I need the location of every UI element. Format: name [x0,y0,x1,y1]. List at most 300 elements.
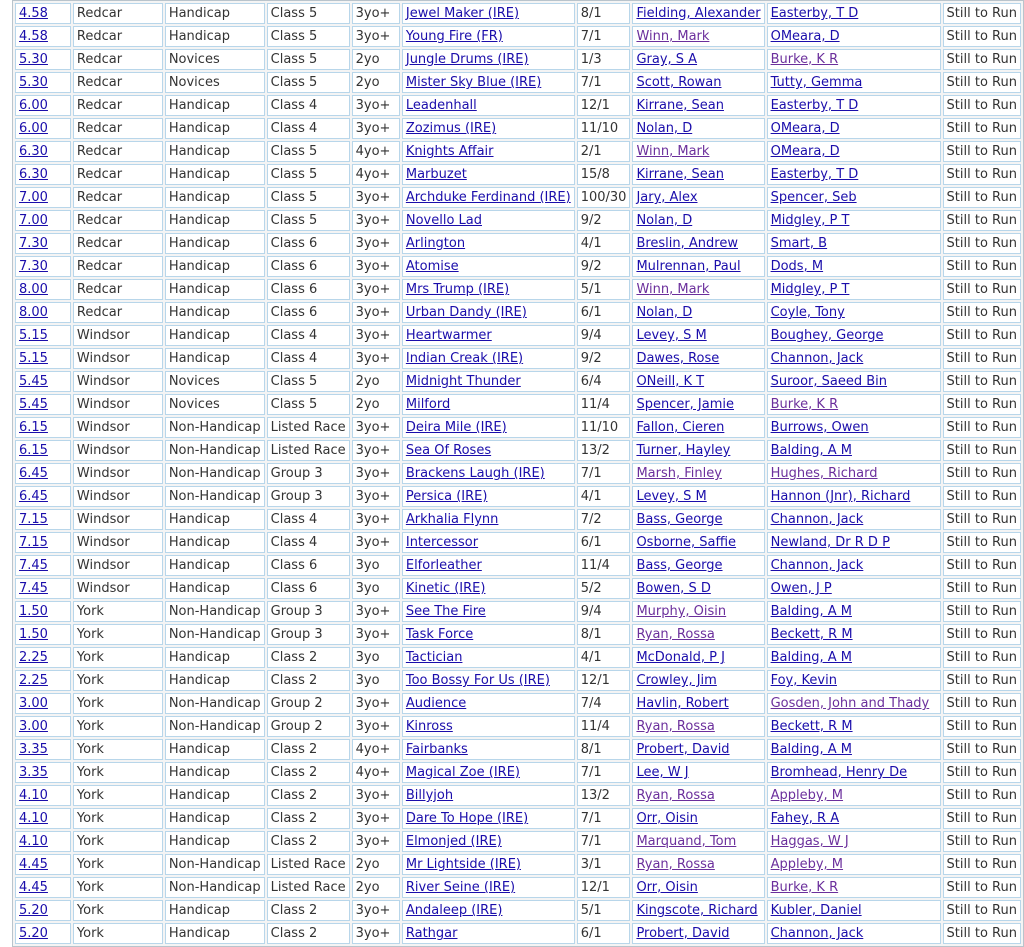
table-row [15,26,1021,47]
table-row [15,578,1021,599]
time-cell [15,739,71,760]
horse-link[interactable]: Magical Zoe (IRE) [405,765,520,780]
race-time-link[interactable]: 7.00 [19,213,48,228]
odds-cell: 7/4 [577,693,631,714]
trainer-cell [767,95,941,116]
horse-link[interactable]: Persica (IRE) [405,489,488,504]
horse-cell [402,877,575,898]
jockey-link[interactable]: Ryan, Rossa [636,857,715,872]
age-cell: 3yo+ [352,187,400,208]
horse-link[interactable]: Mrs Trump (IRE) [405,282,510,297]
status-cell: Still to Run [943,877,1021,898]
race-time-link[interactable]: 5.30 [19,52,48,67]
race-time-link[interactable]: 8.00 [19,305,48,320]
horse-link[interactable]: See The Fire [405,604,486,619]
horse-link[interactable]: Kinetic (IRE) [405,581,486,596]
horse-link[interactable]: Audience [405,696,467,711]
horse-cell [402,210,575,231]
jockey-link[interactable]: Probert, David [636,742,730,757]
class-cell: Class 4 [267,118,350,139]
jockey-link[interactable]: Orr, Oisin [636,880,698,895]
class-cell: Listed Race [267,854,350,875]
trainer-cell [767,923,941,944]
type-cell: Non-Handicap [165,486,265,507]
status-cell: Still to Run [943,371,1021,392]
age-cell: 3yo+ [352,785,400,806]
race-time-link[interactable]: 6.15 [19,443,48,458]
jockey-link[interactable]: Nolan, D [636,305,693,320]
horse-link[interactable]: Andaleep (IRE) [405,903,503,918]
course-cell: Redcar [73,233,163,254]
trainer-link[interactable]: Beckett, R M [770,719,853,734]
race-time-link[interactable]: 3.35 [19,765,48,780]
horse-cell [402,808,575,829]
trainer-link[interactable]: Suroor, Saeed Bin [770,374,888,389]
horse-link[interactable]: Tactician [405,650,463,665]
jockey-link[interactable]: Fallon, Cieren [636,420,725,435]
status-cell: Still to Run [943,831,1021,852]
trainer-cell [767,670,941,691]
horse-cell [402,463,575,484]
jockey-link[interactable]: Ryan, Rossa [636,788,715,803]
jockey-link[interactable]: Winn, Mark [636,29,710,44]
race-time-link[interactable]: 5.20 [19,903,48,918]
type-cell: Handicap [165,532,265,553]
jockey-link[interactable]: Orr, Oisin [636,811,698,826]
race-time-link[interactable]: 6.30 [19,167,48,182]
jockey-link[interactable]: Gray, S A [636,52,698,67]
jockey-cell [632,486,764,507]
class-cell: Class 4 [267,95,350,116]
trainer-link[interactable]: Owen, J P [770,581,832,596]
trainer-link[interactable]: Fahey, R A [770,811,840,826]
horse-link[interactable]: Billyjoh [405,788,454,803]
trainer-link[interactable]: Balding, A M [770,604,852,619]
course-cell: Windsor [73,440,163,461]
horse-cell [402,900,575,921]
trainer-link[interactable]: Newland, Dr R D P [770,535,890,550]
status-cell: Still to Run [943,279,1021,300]
course-cell: Redcar [73,3,163,24]
horse-link[interactable]: Kinross [405,719,453,734]
jockey-link[interactable]: Fielding, Alexander [636,6,761,21]
jockey-link[interactable]: Marquand, Tom [636,834,737,849]
trainer-link[interactable]: Channon, Jack [770,926,864,941]
horse-link[interactable]: Mister Sky Blue (IRE) [405,75,542,90]
age-cell: 3yo [352,647,400,668]
jockey-cell [632,739,764,760]
race-time-link[interactable]: 2.25 [19,650,48,665]
class-cell: Class 6 [267,302,350,323]
trainer-link[interactable]: Easterby, T D [770,98,859,113]
jockey-link[interactable]: Nolan, D [636,121,693,136]
time-cell [15,233,71,254]
type-cell: Handicap [165,555,265,576]
horse-link[interactable]: Atomise [405,259,459,274]
jockey-link[interactable]: Kirrane, Sean [636,98,724,113]
time-cell [15,279,71,300]
trainer-cell [767,463,941,484]
horse-cell [402,831,575,852]
trainer-link[interactable]: Midgley, P T [770,282,850,297]
trainer-cell [767,118,941,139]
race-time-link[interactable]: 7.45 [19,581,48,596]
trainer-cell [767,693,941,714]
trainer-cell [767,279,941,300]
jockey-link[interactable]: Breslin, Andrew [636,236,738,251]
race-time-link[interactable]: 6.15 [19,420,48,435]
jockey-link[interactable]: Kingscote, Richard [636,903,758,918]
jockey-link[interactable]: McDonald, P J [636,650,725,665]
jockey-link[interactable]: Dawes, Rose [636,351,720,366]
trainer-cell [767,302,941,323]
trainer-link[interactable]: Coyle, Tony [770,305,845,320]
jockey-link[interactable]: Crowley, Jim [636,673,717,688]
jockey-link[interactable]: Scott, Rowan [636,75,722,90]
age-cell: 4yo+ [352,164,400,185]
trainer-link[interactable]: Gosden, John and Thady [770,696,930,711]
trainer-link[interactable]: Tutty, Gemma [770,75,863,90]
table-row [15,716,1021,737]
race-time-link[interactable]: 4.10 [19,811,48,826]
trainer-cell [767,486,941,507]
race-time-link[interactable]: 4.58 [19,29,48,44]
trainer-link[interactable]: Channon, Jack [770,351,864,366]
jockey-link[interactable]: Bowen, S D [636,581,711,596]
horse-link[interactable]: Leadenhall [405,98,477,113]
race-time-link[interactable]: 2.25 [19,673,48,688]
table-row [15,325,1021,346]
status-cell: Still to Run [943,463,1021,484]
jockey-link[interactable]: Ryan, Rossa [636,719,715,734]
jockey-link[interactable]: Osborne, Saffie [636,535,737,550]
time-cell [15,647,71,668]
jockey-link[interactable]: Probert, David [636,926,730,941]
horse-link[interactable]: Indian Creak (IRE) [405,351,524,366]
trainer-cell [767,440,941,461]
race-time-link[interactable]: 5.20 [19,926,48,941]
trainer-link[interactable]: Easterby, T D [770,6,859,21]
jockey-link[interactable]: Winn, Mark [636,282,710,297]
type-cell: Handicap [165,831,265,852]
horse-link[interactable]: River Seine (IRE) [405,880,516,895]
jockey-cell [632,785,764,806]
trainer-link[interactable]: Smart, B [770,236,828,251]
jockey-link[interactable]: Murphy, Oisin [636,604,727,619]
race-time-link[interactable]: 3.35 [19,742,48,757]
type-cell: Handicap [165,164,265,185]
horse-link[interactable]: Jewel Maker (IRE) [405,6,520,21]
race-time-link[interactable]: 5.15 [19,351,48,366]
race-tips-table-body [15,3,1021,944]
horse-cell [402,578,575,599]
table-row [15,440,1021,461]
horse-link[interactable]: Archduke Ferdinand (IRE) [405,190,571,205]
course-cell: York [73,716,163,737]
age-cell: 3yo+ [352,440,400,461]
odds-cell: 7/2 [577,509,631,530]
jockey-link[interactable]: Bass, George [636,558,723,573]
horse-link[interactable]: Deira Mile (IRE) [405,420,507,435]
jockey-link[interactable]: Mulrennan, Paul [636,259,741,274]
trainer-link[interactable]: Burke, K R [770,397,839,412]
table-row [15,670,1021,691]
race-time-link[interactable]: 1.50 [19,604,48,619]
class-cell: Class 2 [267,762,350,783]
horse-link[interactable]: Task Force [405,627,474,642]
odds-cell: 4/1 [577,647,631,668]
odds-cell: 2/1 [577,141,631,162]
horse-link[interactable]: Elmonjed (IRE) [405,834,502,849]
trainer-link[interactable]: OMeara, D [770,144,840,159]
course-cell: Windsor [73,578,163,599]
class-cell: Class 6 [267,279,350,300]
age-cell: 3yo+ [352,463,400,484]
trainer-link[interactable]: Burke, K R [770,880,839,895]
jockey-link[interactable]: Spencer, Jamie [636,397,735,412]
time-cell [15,693,71,714]
trainer-cell [767,72,941,93]
horse-link[interactable]: Elforleather [405,558,482,573]
time-cell [15,923,71,944]
horse-cell [402,302,575,323]
odds-cell: 7/1 [577,831,631,852]
course-cell: Windsor [73,325,163,346]
race-time-link[interactable]: 5.30 [19,75,48,90]
jockey-cell [632,808,764,829]
trainer-link[interactable]: Balding, A M [770,742,852,757]
odds-cell: 9/2 [577,210,631,231]
class-cell: Class 2 [267,647,350,668]
time-cell [15,95,71,116]
odds-cell: 3/1 [577,854,631,875]
horse-link[interactable]: Sea Of Roses [405,443,492,458]
age-cell: 3yo+ [352,95,400,116]
class-cell: Class 6 [267,578,350,599]
age-cell: 3yo [352,578,400,599]
horse-cell [402,509,575,530]
horse-link[interactable]: Milford [405,397,451,412]
jockey-link[interactable]: Jary, Alex [636,190,698,205]
race-time-link[interactable]: 5.45 [19,374,48,389]
course-cell: York [73,854,163,875]
jockey-link[interactable]: Levey, S M [636,489,707,504]
odds-cell: 8/1 [577,3,631,24]
trainer-link[interactable]: Dods, M [770,259,824,274]
course-cell: Redcar [73,26,163,47]
time-cell [15,624,71,645]
race-time-link[interactable]: 7.45 [19,558,48,573]
table-row [15,900,1021,921]
age-cell: 3yo+ [352,923,400,944]
trainer-link[interactable]: Midgley, P T [770,213,850,228]
age-cell: 4yo+ [352,762,400,783]
odds-cell: 12/1 [577,877,631,898]
age-cell: 3yo [352,670,400,691]
jockey-cell [632,256,764,277]
status-cell: Still to Run [943,348,1021,369]
trainer-link[interactable]: Appleby, M [770,857,844,872]
horse-link[interactable]: Rathgar [405,926,458,941]
course-cell: Windsor [73,486,163,507]
horse-link[interactable]: Arlington [405,236,466,251]
trainer-link[interactable]: Kubler, Daniel [770,903,862,918]
race-time-link[interactable]: 4.10 [19,834,48,849]
time-cell [15,601,71,622]
table-row [15,739,1021,760]
type-cell: Handicap [165,302,265,323]
course-cell: York [73,693,163,714]
race-time-link[interactable]: 6.30 [19,144,48,159]
race-time-link[interactable]: 4.45 [19,857,48,872]
trainer-link[interactable]: OMeara, D [770,121,840,136]
time-cell [15,371,71,392]
odds-cell: 8/1 [577,624,631,645]
jockey-cell [632,900,764,921]
trainer-link[interactable]: Beckett, R M [770,627,853,642]
horse-cell [402,26,575,47]
class-cell: Class 2 [267,670,350,691]
trainer-link[interactable]: Channon, Jack [770,512,864,527]
jockey-link[interactable]: Havlin, Robert [636,696,729,711]
trainer-link[interactable]: Haggas, W J [770,834,849,849]
type-cell: Non-Handicap [165,463,265,484]
horse-link[interactable]: Novello Lad [405,213,482,228]
jockey-link[interactable]: Nolan, D [636,213,693,228]
course-cell: Redcar [73,49,163,70]
horse-cell [402,394,575,415]
race-time-link[interactable]: 3.00 [19,696,48,711]
age-cell: 3yo+ [352,118,400,139]
time-cell [15,3,71,24]
race-time-link[interactable]: 7.15 [19,535,48,550]
odds-cell: 11/4 [577,394,631,415]
time-cell [15,854,71,875]
status-cell: Still to Run [943,256,1021,277]
status-cell: Still to Run [943,739,1021,760]
table-row [15,486,1021,507]
horse-link[interactable]: Brackens Laugh (IRE) [405,466,545,481]
table-row [15,3,1021,24]
race-time-link[interactable]: 7.00 [19,190,48,205]
race-time-link[interactable]: 6.45 [19,489,48,504]
horse-link[interactable]: Zozimus (IRE) [405,121,497,136]
race-time-link[interactable]: 4.10 [19,788,48,803]
trainer-link[interactable]: OMeara, D [770,29,840,44]
trainer-link[interactable]: Boughey, George [770,328,884,343]
jockey-link[interactable]: Turner, Hayley [636,443,731,458]
jockey-link[interactable]: ONeill, K T [636,374,705,389]
trainer-link[interactable]: Foy, Kevin [770,673,837,688]
trainer-link[interactable]: Spencer, Seb [770,190,857,205]
time-cell [15,762,71,783]
time-cell [15,325,71,346]
race-time-link[interactable]: 5.45 [19,397,48,412]
race-time-link[interactable]: 3.00 [19,719,48,734]
race-time-link[interactable]: 7.30 [19,259,48,274]
age-cell: 3yo [352,555,400,576]
status-cell: Still to Run [943,187,1021,208]
trainer-link[interactable]: Channon, Jack [770,558,864,573]
trainer-link[interactable]: Balding, A M [770,443,852,458]
odds-cell: 6/4 [577,371,631,392]
table-row [15,187,1021,208]
horse-link[interactable]: Mr Lightside (IRE) [405,857,521,872]
trainer-link[interactable]: Hughes, Richard [770,466,878,481]
race-time-link[interactable]: 7.30 [19,236,48,251]
status-cell: Still to Run [943,762,1021,783]
odds-cell: 7/1 [577,463,631,484]
race-time-link[interactable]: 5.15 [19,328,48,343]
horse-cell [402,256,575,277]
horse-link[interactable]: Dare To Hope (IRE) [405,811,529,826]
trainer-cell [767,256,941,277]
status-cell: Still to Run [943,923,1021,944]
jockey-cell [632,555,764,576]
status-cell: Still to Run [943,141,1021,162]
time-cell [15,509,71,530]
race-time-link[interactable]: 4.58 [19,6,48,21]
trainer-link[interactable]: Burrows, Owen [770,420,869,435]
trainer-link[interactable]: Balding, A M [770,650,852,665]
class-cell: Group 3 [267,601,350,622]
table-row [15,647,1021,668]
class-cell: Group 3 [267,624,350,645]
odds-cell: 7/1 [577,72,631,93]
race-time-link[interactable]: 1.50 [19,627,48,642]
jockey-link[interactable]: Marsh, Finley [636,466,722,481]
jockey-link[interactable]: Kirrane, Sean [636,167,724,182]
race-time-link[interactable]: 7.15 [19,512,48,527]
horse-link[interactable]: Midnight Thunder [405,374,521,389]
type-cell: Novices [165,371,265,392]
jockey-cell [632,854,764,875]
trainer-link[interactable]: Easterby, T D [770,167,859,182]
time-cell [15,877,71,898]
trainer-link[interactable]: Burke, K R [770,52,839,67]
horse-link[interactable]: Young Fire (FR) [405,29,503,44]
trainer-link[interactable]: Appleby, M [770,788,844,803]
horse-link[interactable]: Arkhalia Flynn [405,512,499,527]
race-time-link[interactable]: 6.45 [19,466,48,481]
race-time-link[interactable]: 8.00 [19,282,48,297]
horse-link[interactable]: Fairbanks [405,742,468,757]
horse-link[interactable]: Urban Dandy (IRE) [405,305,527,320]
status-cell: Still to Run [943,900,1021,921]
horse-link[interactable]: Marbuzet [405,167,467,182]
horse-link[interactable]: Heartwarmer [405,328,492,343]
horse-link[interactable]: Intercessor [405,535,479,550]
table-row [15,555,1021,576]
horse-link[interactable]: Too Bossy For Us (IRE) [405,673,550,688]
jockey-link[interactable]: Bass, George [636,512,723,527]
course-cell: Windsor [73,417,163,438]
horse-link[interactable]: Knights Affair [405,144,494,159]
jockey-link[interactable]: Ryan, Rossa [636,627,715,642]
race-time-link[interactable]: 6.00 [19,98,48,113]
horse-link[interactable]: Jungle Drums (IRE) [405,52,529,67]
jockey-link[interactable]: Lee, W J [636,765,689,780]
table-row [15,923,1021,944]
table-row [15,693,1021,714]
age-cell: 2yo [352,49,400,70]
race-time-link[interactable]: 6.00 [19,121,48,136]
jockey-link[interactable]: Winn, Mark [636,144,710,159]
race-time-link[interactable]: 4.45 [19,880,48,895]
jockey-link[interactable]: Levey, S M [636,328,707,343]
trainer-link[interactable]: Bromhead, Henry De [770,765,908,780]
trainer-link[interactable]: Hannon (Jnr), Richard [770,489,911,504]
